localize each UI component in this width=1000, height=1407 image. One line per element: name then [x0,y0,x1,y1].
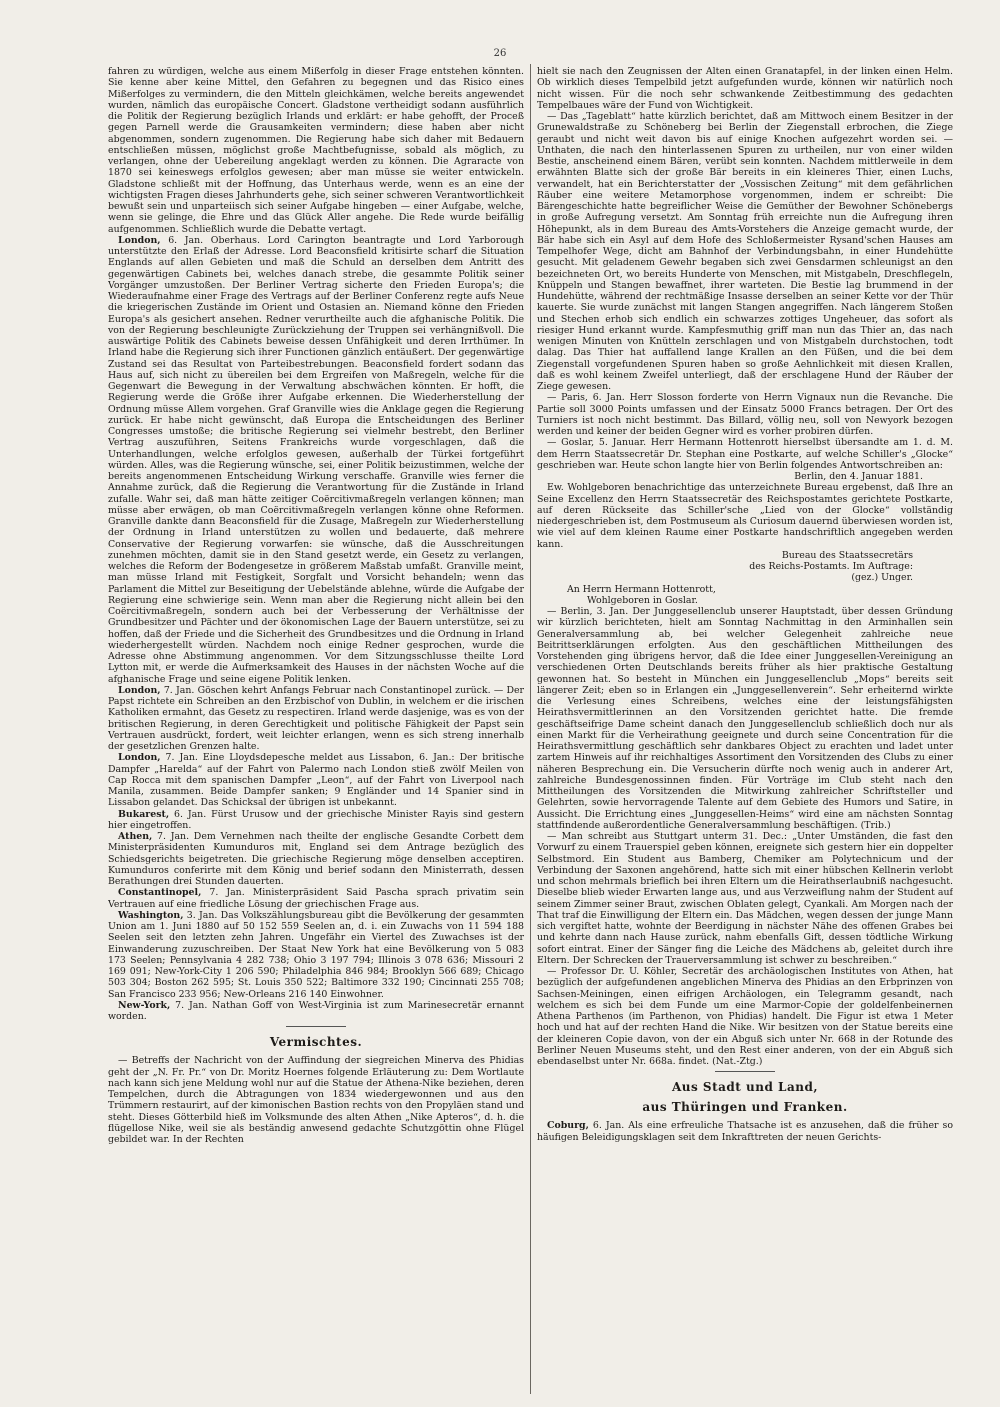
article-paragraph: — Berlin, 3. Jan. Der Junggesellenclub unserer Hauptstadt, über dessen Gründung wir kürzlich berichteten, hielt am Sonntag Nachmittag in den Arminhallen sein Generalversammlung ab, bei welcher Gelegenheit zahlreiche neue Beitrittserklärungen erfolgten. Aus den geschäftlichen Mittheilungen des Vorstehenden ging übrigens hervor, daß die Idee einer Junggesellen-Vereinigung an verschiedenen Orten Deutschlands bereits früher als hier praktische Gestaltung gewonnen hat. So besteht in München ein Junggesellenclub „Mops“ bereits seit längerer Zeit; eben so in Erlangen ein „Junggesellenverein“. Sehr erheiternd wirkte die Verlesung eines Schreibens, welches eine der leistungsfähigsten Heirathsvermittlerinnen an den Vorsitzenden gerichtet hatte. Die fremde geschäftseifrige Dame scheint danach den Junggesellenclub schließlich doch nur als einen Markt für die Verheirathung geeignete und durch seine Concentration für die Heirathsvermittlung geschäftlich sehr dankbares Object zu erachten und ladet unter zartem Hinweis auf ihr reichhaltiges Assortiment den Vorsitzenden des Clubs zu einer näheren Besprechung ein. Die Versucherin dürfte noch wenig auch in anderer Art, zahlreiche Bundesgenossinnen finden. Für Vorträge im Club steht nach den Mittheilungen des Vorsitzenden die Mitwirkung zahlreicher Schriftsteller und Gelehrten, sowie hervorragende Talente auf dem Gebiete des Humors und Satire, in Aussicht. Die Errichtung eines „Junggesellen-Heims“ wird eine am nächsten Sonntag stattfindende außerordentliche Generalversammlung beschäftigen. (Trib.) [537,606,953,831]
right-column [537,66,953,1396]
column-divider [530,64,531,1394]
dateline: London, [118,684,161,696]
dispatch-text: 7. Jan. Nathan Goff von West-Virginia ist zum Marinesecretär ernannt worden. [108,999,524,1022]
section-subtitle: aus Thüringen und Franken. [642,1100,848,1115]
article-paragraph: hielt sie nach den Zeugnissen der Alten einen Granatapfel, in der linken einen Helm. Ob wirklich dieses Tempelbild jetzt aufgefunden wurde, können wir natürlich noch nicht wissen. Für die noch sehr schwankende Zeitbestimmung des gedachten Tempelbaues wäre der Fund von Wichtigkeit. [537,66,953,111]
dateline: London, [118,234,161,246]
dateline: Washington, [118,909,184,921]
article-paragraph: — Das „Tageblatt“ hatte kürzlich berichtet, daß am Mittwoch einem Besitzer in der Grunewaldstraße zu Schöneberg bei Berlin der Ziegenstall erbrochen, die Ziege geraubt und nicht weit davon bis auf einige Knochen aufgezehrt worden sei. — Unthaten, die nach den hinterlassenen Spuren zu urtheilen, nur von einer wilden Bestie, anscheinend einem Bären, verübt sein konnten. Nachdem mittlerweile in dem erwähnten Blatte sich der große Bär bereits in ein kleineres Thier, einen Luchs, verwandelt, hat ein Berichterstatter der „Vossischen Zeitung“ mit dem gefährlichen Räuber eine weitere Metamorphose vorgenommen, indem er schreibt: Die Bärengeschichte hatte begreiflicher Weise die Gemüther der Bewohner Schönebergs in große Aufregung versetzt. Am Sonntag früh erreichte nun die Aufregung ihren Höhepunkt, als in dem Bureau des Amts-Vorstehers die Anzeige gemacht wurde, der Bär habe sich ein Asyl auf dem Hofe des Schloßermeister Rysand'schen Hauses am Tempelhofer Wege, dicht am Bahnhof der Verbindungsbahn, in einer Hundehütte gesucht. Mit geladenem Gewehr begaben sich zwei Gensdarmen schleunigst an den bezeichneten Ort, wo bereits Hunderte von Menschen, mit Mistgabeln, Dreschflegeln, Knüppeln und Stangen bewaffnet, ihrer warteten. Die Bestie lag brummend in der Hundehütte, während der rechtmäßige Insasse derselben an seiner Kette vor der Thür kauerte. Sie wurde zunächst mit langen Stangen angegriffen. Nach längerem Stoßen und Stechen erhob sich endlich ein schwarzes zottiges Ungeheuer, das sofort als riesiger Hund erkannt wurde. Kampfesmuthig griff man nun das Thier an, das nach wenigen Minuten von Knütteln zerschlagen und von Mistgabeln durchstochen, todt dalag. Das Thier hat auffallend lange Krallen an den Füßen, und die bei dem Ziegenstall vorgefundenen Spuren haben so große Aehnlichkeit mit diesen Krallen, daß es wohl keinem Zweifel unterliegt, daß der erschlagene Hund der Räuber der Ziege gewesen. [537,111,953,392]
article-paragraph: — Professor Dr. U. Köhler, Secretär des archäologischen Institutes von Athen, hat bezüglich der aufgefundenen angeblichen Minerva des Phidias an den Erbprinzen von Sachsen-Meiningen, einen eifrigen Archäologen, ein Telegramm gesandt, nach welchem es sich bei dem Funde um eine Marmor-Copie der goldelfenbeinernen Athena Parthenos (im Parthenon, von Phidias) handelt. Die Figur ist etwa 1 Meter hoch und hat auf der rechten Hand die Nike. Wir besitzen von der Statue bereits eine der kleineren Copie davon, von der ein Abguß sich unter Nr. 668 in der Rotunde des Berliner Neuen Museums steht, und den Rest einer anderen, von der ein Abguß sich ebendaselbst unter Nr. 668a. findet. (Nat.-Ztg.) [537,966,953,1067]
letter-signature-line: (gez.) Unger. [851,572,913,584]
article-paragraph: — Betreffs der Nachricht von der Auffindung der siegreichen Minerva des Phidias geht der „N. Fr. Pr.“ von Dr. Moritz Hoernes folgende Erläuterung zu: Dem Wortlaute nach kann sich jene Meldung wohl nur auf die Statue der Athena-Nike beziehen, deren Tempelchen, durch die Abtragungen von 1834 wiedergewonnen und aus den Trümmern restaurirt, auf der kimonischen Bastion rechts von den Propyläen stand und steht. Dieses Götterbild hieß im Volksmunde des alten Athen „Nike Apteros“, d. h. die flügellose Nike, weil sie als beständig anwesend gedachte Schutzgöttin ohne Flügel gebildet war. In der Rechten [108,1055,524,1145]
letter-address: Wohlgeboren in Goslar. [587,594,698,606]
dispatch-text: 6. Jan. Fürst Urusow und der griechische Minister Rayis sind gestern hier eingetroffen. [108,808,524,831]
dateline: Constantinopel, [118,887,202,899]
dispatch-coburg [537,1120,953,1143]
letter-signature-line: des Reichs-Postamts. Im Auftrage: [749,561,913,572]
dispatch-washington [108,910,524,1000]
page-number: 26 [493,48,507,59]
dateline: Athen, [118,831,153,842]
article-paragraph: fahren zu würdigen, welche aus einem Mißerfolg in dieser Frage entstehen könnten. Sie kenne aber keine Mittel, den Gefahren zu begegnen und das Risico eines Mißerfolges zu vermindern, die den Mitteln gleichkämen, welche bereits angewendet wurden, nämlich das europäische Concert. Gladstone vertheidigt sodann ausführlich die Politik der Regierung bezüglich Irlands und erklärt: er habe gehofft, der Proceß gegen Parnell werde die Grausamkeiten vermindern; diese haben aber nicht abgenommen, sondern zugenommen. Die Regierung habe sich daher mit Bedauern entschließen müssen, möglichst große Machtbefugnisse, sobald als möglich, zu verlangen, ohne der Uebereilung angeklagt werden zu können. Die Agraracte von 1870 sei keineswegs erfolglos gewesen; aber man müsse sie weiter entwickeln. Gladstone schließt mit der Hoffnung, das Unterhaus werde, wenn es an eine der wichtigsten Fragen dieses Jahrhunderts gehe, sich seiner schweren Verantwortlichkeit bewußt sein und unparteiisch sich seiner Aufgabe hingeben — einer Aufgabe, welche, wenn sie gelinge, die Ehre und das Glück Aller angehe. Die Rede wurde beifällig aufgenommen. Schließlich wurde die Debatte vertagt. [108,66,524,235]
dispatch-london-3 [108,752,524,808]
dispatch-text: 7. Jan. Dem Vernehmen nach theilte der englische Gesandte Corbett dem Ministerpräsidenten Kumunduros mit, England sei dem Antrage bezüglich des Schiedsgerichts beigetreten. Die griechische Regierung möge denselben acceptiren. Kumunduros conferirte mit dem König und berief sodann den Ministerrath, dessen Berathungen drei Stunden dauerten. [108,831,524,887]
letter-body: Ew. Wohlgeboren benachrichtige das unterzeichnete Bureau ergebenst, daß Ihre an Seine Excellenz den Herrn Staatssecretär des Reichspostamtes gerichtete Postkarte, auf deren Rückseite das Schiller'sche „Lied von der Glocke“ vollständig niedergeschrieben ist, dem Postmuseum als Curiosum dauernd überwiesen worden ist, wie viel auf dem kleinen Raume einer Postkarte handschriftlich angegeben werden kann. [537,482,953,550]
section-title-vermischtes: Vermischtes. [269,1035,363,1050]
dispatch-text: 7. Jan. Ministerpräsident Said Pascha sprach privatim sein Vertrauen auf eine friedliche Lösung der griechischen Frage aus. [108,887,524,910]
dateline: Bukarest, [118,808,170,820]
article-paragraph: — Goslar, 5. Januar. Herr Hermann Hottenrott hierselbst übersandte am 1. d. M. dem Herrn Staatssecretär Dr. Stephan eine Postkarte, auf welche Schiller's „Glocke“ geschrieben war. Heute schon langte hier von Berlin folgendes Antwortschreiben an: [537,437,953,471]
dispatch-london-2 [108,685,524,753]
section-title-stadt-land: Aus Stadt und Land, [671,1080,819,1095]
left-column [108,66,524,1396]
section-divider [715,1071,775,1072]
dispatch-bukarest [108,809,524,832]
dispatch-text: 7. Jan. Eine Lloydsdepesche meldet aus Lissabon, 6. Jan.: Der britische Dampfer „Harelda“ auf der Fahrt von Palermo nach London stieß zwölf Meilen von Cap Rocca mit dem spanischen Dampfer „Leon“, auf der Fahrt von Liverpool nach Manila, zusammen. Beide Dampfer sanken; 9 Engländer und 14 Spanier sind in Lissabon gelandet. Das Schicksal der übrigen ist unbekannt. [108,752,524,809]
letter-date: Berlin, den 4. Januar 1881. [794,471,923,482]
dispatch-constantinopel [108,887,524,910]
dispatch-text: 6. Jan. Als eine erfreuliche Thatsache ist es anzusehen, daß die früher so häufigen Beleidigungsklagen seit dem Inkrafttreten der neuen Gerichts- [537,1120,953,1143]
dispatch-new-york [108,1000,524,1023]
dispatch-text: 6. Jan. Oberhaus. Lord Carington beantragte und Lord Yarborough unterstützte den Erlaß der Adresse. Lord Beaconsfield kritisirte scharf die Situation Englands auf allen Gebieten und maß die Schuld an derselben dem Antritt des gegenwärtigen Cabinets bei, welches danach strebe, die gesammte Politik seiner Vorgänger umzustoßen. Der Berliner Vertrag sicherte den Frieden Europa's; die Wiederaufnahme einer Frage des Vertrags auf der Berliner Conferenz regte aufs Neue die kriegerischen Zustände im Orient und Ostasien an. Niemand könne den Frieden Europa's als gesichert ansehen. Redner verurtheilte auch die afghanische Politik. Die von der Regierung beschleunigte Zurückziehung der Truppen sei verhängnißvoll. Die auswärtige Politik des Cabinets beweise dessen Unfähigkeit und deren Irrthümer. In Irland habe die Regierung sich ihrer Functionen gänzlich entäußert. Der gegenwärtige Zustand sei das Resultat von Parteibestrebungen. Beaconsfield fordert sodann das Haus auf, sich nicht zu übereilen bei dem Ergreifen von Maßregeln, welche für die Gegenwart die Bewegung in der Verwaltung abschwächen könnten. Er hofft, die Regierung werde die Größe ihrer Aufgabe erkennen. Die Wiederherstellung der Ordnung müsse Allem vorgehen. Graf Granville wies die Anklage gegen die Regierung zurück. Er habe nicht gewünscht, daß Europa die Entscheidungen des Berliner Congresses umstoße; die britische Regierung sei vielmehr bestrebt, den Berliner Vertrag auszuführen, Seitens Frankreichs wurde vorgeschlagen, daß die Unterhandlungen, welche erfolglos gewesen, außerhalb der Türkei fortgeführt würden. Alles, was die Regierung wünsche, sei, einer Politik beizustimmen, welche der bereits angenommenen Entscheidung Wirkung verschaffe. Granville wies ferner die Annahme zurück, daß die Regierung die Verantwortung für die Zustände in Irland zufalle. Wahr sei, daß man hätte zeitiger Coërcitivmaßregeln verlangen können; man müsse aber erwägen, ob man Coërcitivmaßregeln verlangen könne ohne Reformen. Granville dankte dann Beaconsfield für die Zusage, Maßregeln zur Wiederherstellung der Ordnung in Irland unterstützen zu wollen und bedauerte, daß mehrere Conservative der Regierung vorwarfen: sie wünsche, daß die Ausschreitungen zunehmen möchten, damit sie in den Stand gesetzt werde, ein Gesetz zu verlangen, welches die Reform der Bodengesetze in größerem Maßstab umfaßt. Granville meint, man müsse Irland mit Festigkeit, Sorgfalt und Vorsicht behandeln; wenn das Parlament die Mittel zur Beseitigung der Uebelstände ablehne, würde die Aufgabe der Regierung eine schwierige sein. Wenn man aber die Regierung nicht allein bei den Coërcitivmaßregeln, sondern auch bei der Verbesserung der Verhältnisse der Grundbesitzer und Pächter und der ökonomischen Lage der Bauern unterstütze, sei zu hoffen, daß der Friede und die Sicherheit des Grundbesitzes und die Ordnung in Irland wiederhergestellt würden. Nachdem noch einige Redner gesprochen, wurde die Adresse ohne Abstimmung angenommen. Vor dem Sitzungsschlusse theilte Lord Lytton mit, er werde die Aufmerksamkeit des Hauses in der nächsten Woche auf die afghanische Frage und seine eigene Politik lenken. [108,234,524,685]
dispatch-text: 3. Jan. Das Volkszählungsbureau gibt die Bevölkerung der gesammten Union am 1. Juni 1880 auf 50 152 559 Seelen an, d. i. ein Zuwachs von 11 594 188 Seelen seit den letzten zehn Jahren. Ungefähr ein Viertel des Zuwachses ist der Einwanderung zuzuschreiben. Der Staat New York hat eine Bevölkerung von 5 083 173 Seelen; Pennsylvania 4 282 738; Ohio 3 197 794; Illinois 3 078 636; Missouri 2 169 091; New-York-City 1 206 590; Philadelphia 846 984; Brooklyn 566 689; Chicago 503 304; Boston 262 595; St. Louis 350 522; Baltimore 332 190; Cincinnati 255 708; San Francisco 233 956; New-Orleans 216 140 Einwohner. [108,909,524,1000]
dateline: London, [118,752,161,764]
section-divider [286,1026,346,1027]
article-paragraph: — Paris, 6. Jan. Herr Slosson forderte von Herrn Vignaux nun die Revanche. Die Partie soll 3000 Points umfassen und der Einsatz 5000 Francs betragen. Der Ort des Turniers ist noch nicht bestimmt. Das Billard, völlig neu, soll von Newyork bezogen werden und keiner der beiden Gegner wird es vorher probiren dürfen. [537,392,953,437]
dateline: Coburg, [547,1120,589,1132]
dispatch-athen [108,831,524,887]
letter-address: An Herrn Hermann Hottenrott, [567,583,716,595]
letter-signature-line: Bureau des Staatssecretärs [781,549,913,561]
dispatch-london-1 [108,235,524,685]
dateline: New-York, [118,999,171,1011]
article-paragraph: — Man schreibt aus Stuttgart unterm 31. Dec.: „Unter Umständen, die fast den Vorwurf zu einem Trauerspiel geben können, ereignete sich gestern hier ein doppelter Selbstmord. Ein Student aus Bamberg, Chemiker am Polytechnicum und der Verbindung der Saxonen angehörend, hatte sich mit einer hübschen Kellnerin verlobt und schon mehrmals brieflich bei ihren Eltern um die Heirathserlaubniß nachgesucht. Dieselbe blieb wieder Erwarten lange aus, und aus Verzweiflung nahm der Student auf seinem Zimmer seiner Braut, zwischen Oblaten gelegt, Cyankali. Am Morgen nach der That traf die Einwilligung der Eltern ein. Das Mädchen, wegen dessen der junge Mann sich vergiftet hatte, wohnte der Beerdigung in nächster Nähe des offenen Grabes bei und kehrte dann nach Hause zurück, nahm ebenfalls Gift, dessen tödtliche Wirkung sofort eintrat. Einer der Sänger fing die Leiche des Mädchens ab, geleitet durch ihre Eltern. Der Schrecken der Trauerversammlung ist schwer zu beschreiben.“ [537,831,953,966]
dispatch-text: 7. Jan. Göschen kehrt Anfangs Februar nach Constantinopel zurück. — Der Papst richtete ein Schreiben an den Erzbischof von Dublin, in welchem er die irischen Katholiken ermahnt, das Gesetz zu respectiren. Irland werde dasjenige, was es von der britischen Regierung, in deren Gerechtigkeit und politische Fähigkeit der Papst sein Vertrauen ausdrückt, fordert, weit leichter erlangen, wenn es sich streng innerhalb der gesetzlichen Grenzen halte. [108,684,524,752]
